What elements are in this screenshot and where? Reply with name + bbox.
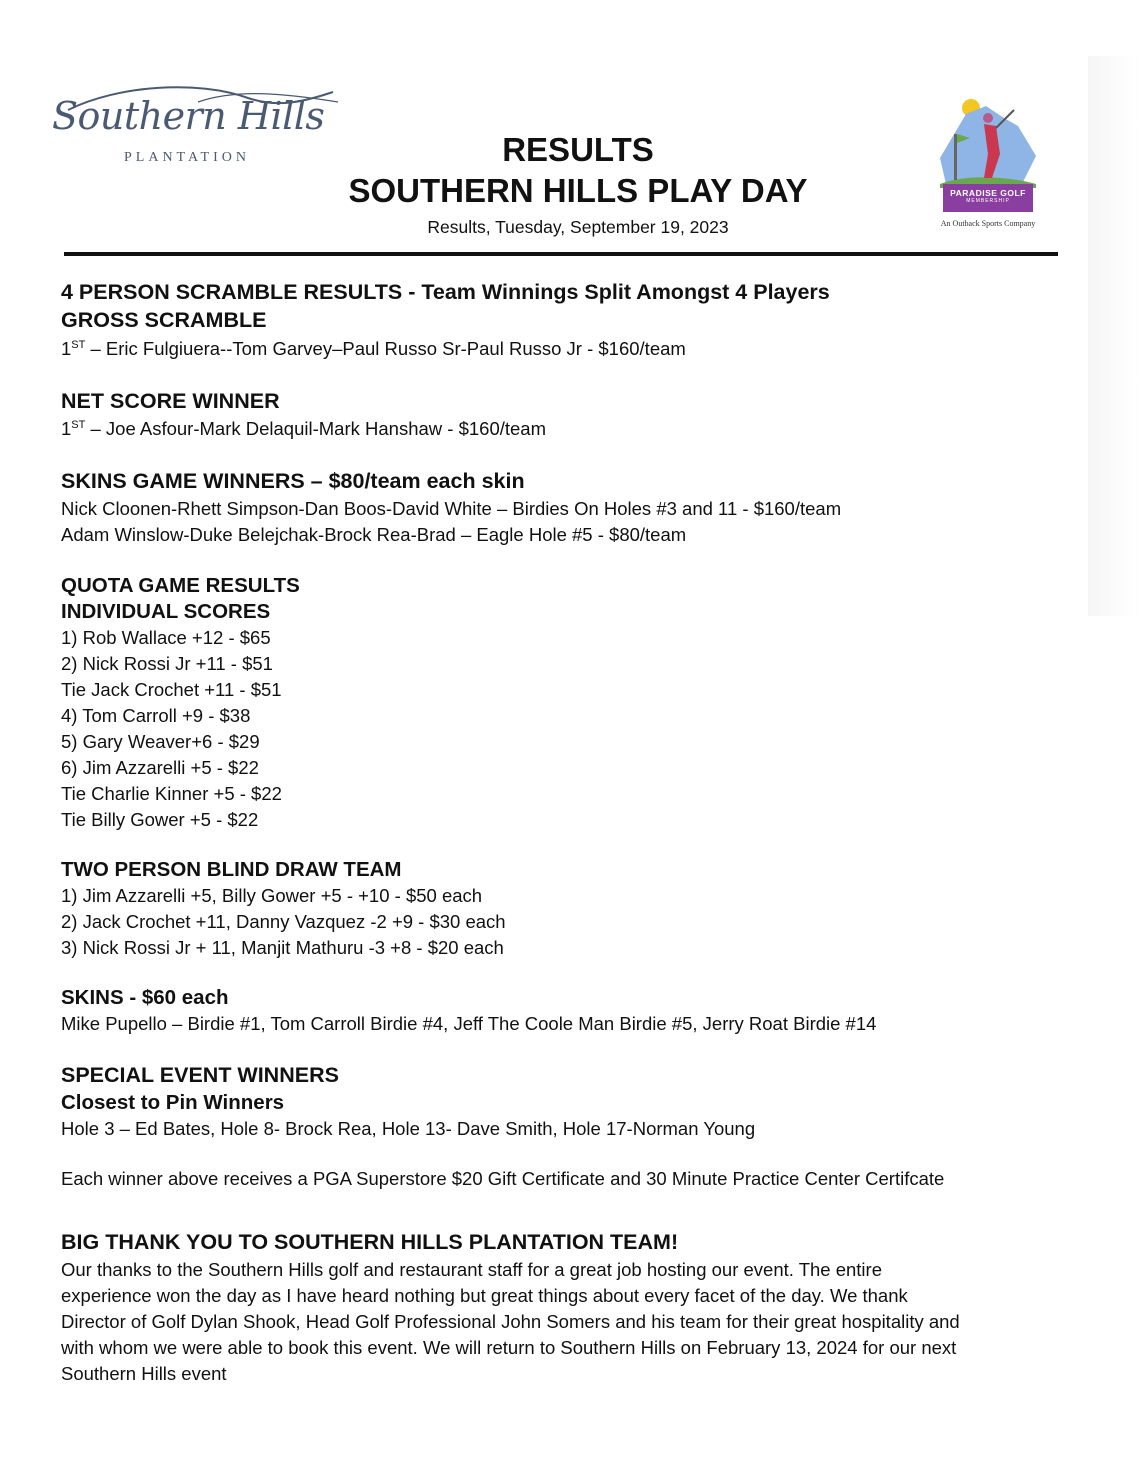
paradise-golf-logo xyxy=(926,96,1050,236)
section-heading: BIG THANK YOU TO SOUTHERN HILLS PLANTATION TEAM! xyxy=(61,1230,679,1254)
result-text: – Joe Asfour-Mark Delaquil-Mark Hanshaw - $160/team xyxy=(85,418,546,439)
paragraph-line: with whom we were able to book this event. We will return to Southern Hills on February 13, 2024 for our next xyxy=(61,1337,957,1358)
list-item: Tie Charlie Kinner +5 - $22 xyxy=(61,783,282,804)
special-event-section xyxy=(61,1061,1071,1192)
place-number: 1 xyxy=(61,418,72,439)
result-line xyxy=(61,336,1071,362)
logo-tagline: An Outback Sports Company xyxy=(940,219,1036,228)
page-title: RESULTS xyxy=(502,131,654,168)
list-item: Tie Jack Crochet +11 - $51 xyxy=(61,679,282,700)
paragraph-line: experience won the day as I have heard nothing but great things about every facet of the day. We thank xyxy=(61,1285,908,1306)
sub-heading: Closest to Pin Winners xyxy=(61,1091,285,1114)
sub-heading: INDIVIDUAL SCORES xyxy=(61,600,271,623)
list-item: Tie Billy Gower +5 - $22 xyxy=(61,809,259,830)
section-heading: SPECIAL EVENT WINNERS xyxy=(61,1063,339,1087)
section-heading: QUOTA GAME RESULTS xyxy=(61,574,300,597)
paragraph-line: Our thanks to the Southern Hills golf and restaurant staff for a great job hosting our event. The entire xyxy=(61,1259,882,1280)
list-item: 3) Nick Rossi Jr + 11, Manjit Mathuru -3 +8 - $20 each xyxy=(61,937,504,958)
blind-draw-section xyxy=(61,857,1071,961)
result-line: Hole 3 – Ed Bates, Hole 8- Brock Rea, Hole 13- Dave Smith, Hole 17-Norman Young xyxy=(61,1118,756,1139)
thank-you-section xyxy=(61,1228,1071,1387)
list-item: 2) Nick Rossi Jr +11 - $51 xyxy=(61,653,273,674)
quota-section xyxy=(61,573,1071,833)
section-heading: NET SCORE WINNER xyxy=(61,389,280,413)
list-item: 1) Jim Azzarelli +5, Billy Gower +5 - +10 - $50 each xyxy=(61,885,483,906)
document-header xyxy=(0,0,1140,260)
logo-script-text: Southern Hills xyxy=(52,94,325,138)
list-item: Nick Cloonen-Rhett Simpson-Dan Boos-David White – Birdies On Holes #3 and 11 - $160/team xyxy=(61,498,842,519)
badge-title: PARADISE GOLF xyxy=(950,188,1026,198)
section-heading: SKINS - $60 each xyxy=(61,986,229,1009)
list-item: 6) Jim Azzarelli +5 - $22 xyxy=(61,757,259,778)
result-text: – Eric Fulgiuera--Tom Garvey–Paul Russo Sr-Paul Russo Jr - $160/team xyxy=(85,338,686,359)
section-heading: TWO PERSON BLIND DRAW TEAM xyxy=(61,858,402,881)
prize-note: Each winner above receives a PGA Superstore $20 Gift Certificate and 30 Minute Practice Center Certifcate xyxy=(61,1168,945,1189)
result-line: Mike Pupello – Birdie #1, Tom Carroll Birdie #4, Jeff The Coole Man Birdie #5, Jerry Roat Birdie #14 xyxy=(61,1013,877,1034)
paragraph-line: Southern Hills event xyxy=(61,1363,227,1384)
net-section xyxy=(61,387,1071,442)
list-item: 4) Tom Carroll +9 - $38 xyxy=(61,705,251,726)
list-item: 5) Gary Weaver+6 - $29 xyxy=(61,731,260,752)
event-title: SOUTHERN HILLS PLAY DAY xyxy=(348,172,808,209)
section-heading: SKINS GAME WINNERS – $80/team each skin xyxy=(61,469,525,493)
section-heading: 4 PERSON SCRAMBLE RESULTS - Team Winnings Split Amongst 4 Players xyxy=(61,280,830,304)
skins-section xyxy=(61,985,1071,1037)
title-block xyxy=(300,130,856,240)
place-number: 1 xyxy=(61,338,72,359)
list-item: 2) Jack Crochet +11, Danny Vazquez -2 +9 - $30 each xyxy=(61,911,506,932)
thank-you-paragraph xyxy=(61,1257,1051,1387)
place-suffix: ST xyxy=(71,339,86,351)
results-content xyxy=(61,278,1071,1387)
skins-game-section xyxy=(61,467,1071,548)
event-date: Results, Tuesday, September 19, 2023 xyxy=(427,217,729,237)
logo-subtitle: PLANTATION xyxy=(124,150,250,165)
list-item: Adam Winslow-Duke Belejchak-Brock Rea-Brad – Eagle Hole #5 - $80/team xyxy=(61,524,687,545)
list-item: 1) Rob Wallace +12 - $65 xyxy=(61,627,271,648)
paragraph-line: Director of Golf Dylan Shook, Head Golf Professional John Somers and his team for their great hospitality and xyxy=(61,1311,960,1332)
place-suffix: ST xyxy=(71,419,86,431)
scramble-section xyxy=(61,278,1071,362)
sub-heading: GROSS SCRAMBLE xyxy=(61,308,267,332)
badge-subtitle: MEMBERSHIP xyxy=(966,198,1010,204)
result-line xyxy=(61,416,1071,442)
header-divider xyxy=(64,252,1058,256)
